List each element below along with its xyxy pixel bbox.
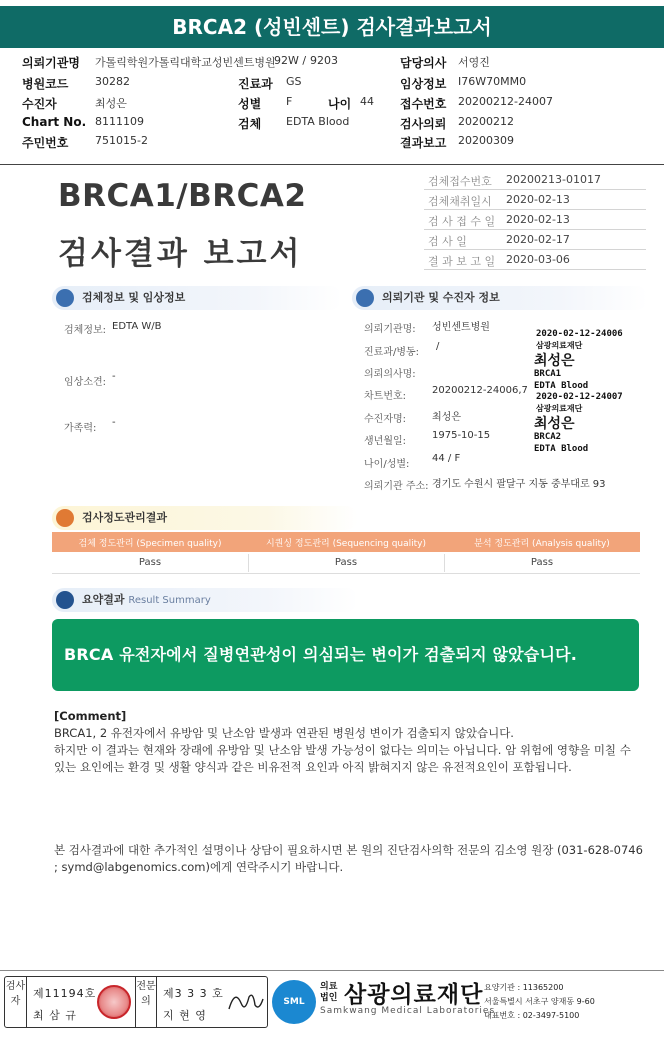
comment-line: BRCA1, 2 유전자에서 유방암 및 난소암 발생과 연관된 병원성 변이가 검출되지 않았습니다.: [54, 726, 514, 740]
quality-value-analysis: Pass: [530, 557, 554, 568]
value-ward-prefix: 92W /: [274, 54, 307, 67]
value-family-history: -: [112, 417, 116, 428]
label-receipt-no: 접수번호: [400, 97, 447, 111]
date-label: 검 사 접 수 일: [428, 215, 496, 228]
org-info-phone: 대표번호 : 02-3497-5100: [484, 1011, 580, 1020]
label-referring-doctor: 의뢰의사명:: [364, 369, 416, 380]
header-row: [0, 134, 664, 153]
specimen-icon: [56, 289, 74, 307]
header-row: [0, 54, 664, 73]
signature-box: [4, 976, 268, 1028]
section-quality-header: [52, 506, 358, 530]
section-summary-title: 요약결과: [82, 593, 125, 606]
sml-logo: SML: [272, 980, 316, 1024]
label-report-date: 결과보고: [400, 136, 447, 150]
quality-value-sequencing: Pass: [334, 557, 358, 568]
date-label: 검 사 일: [428, 235, 467, 248]
value-clinical-info: I76W70MM0: [458, 75, 527, 88]
section-summary-header: [52, 588, 358, 612]
quality-header-specimen: 검체 정도관리 (Specimen quality): [78, 539, 222, 549]
tester-label: 검사자: [5, 977, 27, 1027]
value-resident-no: 751015-2: [95, 134, 148, 147]
value-inst-name: 성빈센트병원: [432, 322, 490, 333]
value-chart-number: 20200212-24006,7: [432, 385, 528, 396]
stamp-specimen: EDTA Blood: [534, 381, 589, 391]
report-card: [8, 168, 656, 958]
stamp-org: 삼광의료재단: [536, 341, 583, 350]
quality-header-sequencing: 시퀀싱 정도관리 (Sequencing quality): [265, 539, 427, 549]
org-legal-type: 의료법인: [320, 982, 338, 1003]
date-row: [424, 230, 646, 250]
value-patient-name: 최성은: [432, 412, 461, 423]
header-info-table: [0, 52, 664, 165]
value-request-date: 20200212: [458, 115, 514, 128]
ribbon-icon: [56, 591, 74, 609]
summary-result-box: BRCA 유전자에서 질병연관성이 의심되는 변이가 검출되지 않았습니다.: [52, 619, 639, 691]
stamp-patient: 최성은: [534, 353, 575, 369]
specialist-label: 전문의: [135, 977, 157, 1027]
specialist-name: 지 현 영: [163, 1009, 207, 1022]
stamp-specimen: EDTA Blood: [534, 444, 589, 454]
value-receipt-no: 20200212-24007: [458, 95, 553, 108]
date-row: [424, 190, 646, 210]
org-info-code: 요양기관 : 11365200: [484, 983, 564, 992]
label-patient-name: 수진자명:: [364, 414, 407, 425]
label-chart-number: 차트번호:: [364, 391, 407, 402]
value-inst-address: 경기도 수원시 팔달구 지동 중부대로 93: [432, 479, 606, 490]
value-specimen: EDTA Blood: [286, 115, 350, 128]
stamp-gene: BRCA1: [534, 369, 562, 379]
date-value: 2020-03-06: [506, 253, 570, 266]
section-specimen-title: 검체정보 및 임상정보: [82, 291, 186, 304]
section-quality-title: 검사정도관리결과: [82, 511, 168, 524]
org-info-address: 서울특별시 서초구 양재동 9-60: [484, 997, 595, 1006]
section-specimen-header: [52, 286, 342, 310]
stamp-org: 삼광의료재단: [536, 404, 583, 413]
label-department: 진료과: [238, 77, 273, 91]
label-specimen: 검체: [238, 117, 262, 131]
report-title: 검사결과 보고서: [58, 236, 303, 272]
hospital-icon: [356, 289, 374, 307]
quality-table-header: [52, 532, 640, 552]
label-sex: 성별: [238, 97, 262, 111]
date-value: 2020-02-13: [506, 213, 570, 226]
label-family-history: 가족력:: [64, 423, 97, 434]
label-inst-name: 의뢰기관명:: [364, 324, 416, 335]
section-institution-header: [352, 286, 648, 310]
date-label: 검체접수번호: [428, 175, 492, 188]
quality-value-specimen: Pass: [138, 557, 162, 568]
quality-header-analysis: 분석 정도관리 (Analysis quality): [474, 539, 610, 549]
comment-paragraph: 하지만 이 결과는 현재와 장래에 유방암 및 난소암 발생 가능성이 없다는 의미는 아닙니다. 암 위험에 영향을 미칠 수 있는 요인에는 환경 및 생활 양식과 같은 비유전적 요인과 아직 밝혀지지 않은 유전적요인이 포함됩니다.: [54, 743, 631, 774]
label-dept-ward: 진료과/병동:: [364, 347, 420, 358]
comment-heading: [Comment]: [54, 709, 127, 723]
value-report-date: 20200309: [458, 134, 514, 147]
value-chart-no: 8111109: [95, 115, 144, 128]
date-row: [424, 250, 646, 270]
specialist-license: 제3 3 3 호: [163, 987, 224, 1000]
label-clinical-info: 임상정보: [400, 77, 447, 91]
value-specimen-info: EDTA W/B: [112, 321, 162, 332]
tester-name: 최 삼 규: [33, 1009, 77, 1022]
label-hospital-code: 병원코드: [22, 77, 69, 91]
value-sex: F: [286, 95, 293, 108]
footer-divider: [0, 970, 664, 971]
date-row: [424, 210, 646, 230]
quality-table-row: [52, 552, 640, 574]
report-banner-title: BRCA2 (성빈센트) 검사결과보고서: [0, 6, 664, 48]
value-birth-date: 1975-10-15: [432, 430, 491, 441]
value-institution: 가톨릭학원가톨릭대학교성빈센트병원: [95, 56, 276, 69]
org-name: 삼광의료재단: [344, 982, 484, 1008]
label-clinical-findings: 임상소견:: [64, 377, 107, 388]
value-age-sex: 44 / F: [432, 453, 461, 464]
stamp-receipt-no: 2020-02-12-24006: [536, 329, 623, 339]
label-resident-no: 주민번호: [22, 136, 69, 150]
header-row: [0, 115, 664, 134]
label-age-sex: 나이/성별:: [364, 459, 410, 470]
date-label: 검체채취일시: [428, 195, 492, 208]
value-dept-ward: /: [436, 341, 440, 352]
stamp-patient: 최성은: [534, 416, 575, 432]
date-row: [424, 170, 646, 190]
date-value: 20200213-01017: [506, 173, 601, 186]
value-hospital-code: 30282: [95, 75, 130, 88]
date-label: 결 과 보 고 일: [428, 255, 496, 268]
label-institution: 의뢰기관명: [22, 56, 80, 70]
label-age: 나이: [328, 97, 352, 111]
tester-license: 제11194호: [33, 987, 97, 1000]
report-title-genes: BRCA1/BRCA2: [58, 178, 307, 214]
date-value: 2020-02-17: [506, 233, 570, 246]
section-institution-title: 의뢰기관 및 수진자 정보: [382, 291, 500, 304]
value-age: 44: [360, 95, 374, 108]
value-clinical-findings: -: [112, 371, 116, 382]
value-patient: 최성은: [95, 97, 127, 110]
seal-stamp: [97, 985, 131, 1019]
comment-block: [54, 708, 644, 776]
label-request-date: 검사의뢰: [400, 117, 447, 131]
label-patient: 수진자: [22, 97, 57, 111]
clipboard-icon: [56, 509, 74, 527]
date-value: 2020-02-13: [506, 193, 570, 206]
stamp-gene: BRCA2: [534, 432, 562, 442]
label-chart-no: Chart No.: [22, 115, 87, 129]
org-english-name: Samkwang Medical Laboratories: [320, 1006, 496, 1016]
signature-mark: [225, 985, 265, 1019]
label-doctor: 담당의사: [400, 56, 447, 70]
contact-note: 본 검사결과에 대한 추가적인 설명이나 상담이 필요하시면 본 원의 진단검사의학 전문의 김소영 원장 (031-628-0746 ; symd@labgenomics.com)에게 연락주시기 바랍니다.: [54, 843, 643, 874]
value-doctor: 서영진: [458, 56, 490, 69]
header-row: [0, 75, 664, 94]
stamp-receipt-no: 2020-02-12-24007: [536, 392, 623, 402]
header-row: [0, 95, 664, 114]
label-specimen-info: 검체정보:: [64, 325, 107, 336]
value-department: GS: [286, 75, 302, 88]
label-birth-date: 생년월일:: [364, 436, 407, 447]
value-ward: 9203: [310, 54, 338, 67]
label-inst-address: 의뢰기관 주소:: [364, 481, 429, 492]
section-summary-subtitle: Result Summary: [128, 595, 211, 606]
date-table: [424, 170, 646, 270]
